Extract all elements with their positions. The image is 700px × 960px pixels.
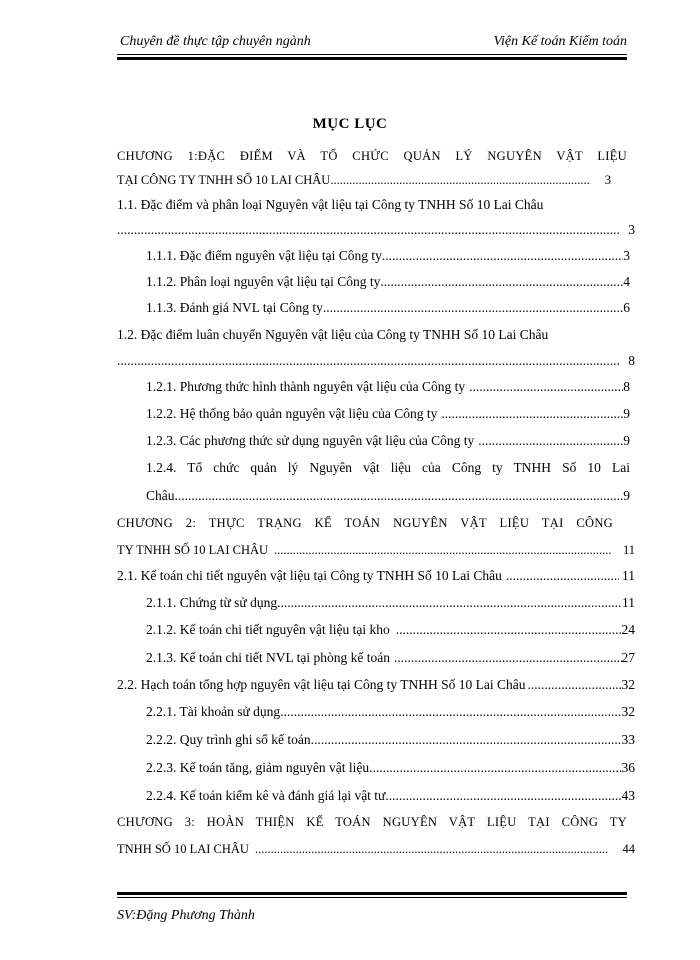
- dot-leader: [502, 566, 619, 586]
- toc-section-2-2[interactable]: [117, 675, 635, 695]
- dot-leader: [249, 839, 609, 859]
- toc-entry-page: 11: [622, 595, 635, 610]
- dot-leader: [117, 351, 620, 371]
- toc-section-1-1[interactable]: 1.1. Đặc điểm và phân loại Nguyên vật liệu tại Công ty TNHH Số 10 Lai Châu: [117, 197, 544, 212]
- toc-entry-text: TNHH SỐ 10 LAI CHÂU: [117, 842, 249, 856]
- toc-entry-page: 32: [621, 677, 635, 692]
- toc-entry-page: 24: [621, 622, 635, 637]
- toc-entry-page: 8: [623, 379, 630, 394]
- toc-entry-page: 8: [628, 353, 635, 368]
- toc-entry-text: 1.1.1. Đặc điểm nguyên vật liệu tại Công ty: [146, 248, 382, 263]
- dot-leader: [380, 272, 623, 292]
- dot-leader: [465, 377, 623, 397]
- toc-entry-text: 1.2.2. Hệ thống bảo quản nguyên vật liệu của Công ty: [146, 406, 438, 421]
- toc-entry-page: 32: [621, 704, 635, 719]
- toc-entry-text: 2.1.3. Kế toán chi tiết NVL tại phòng kế toán: [146, 650, 390, 665]
- dot-leader: [390, 648, 622, 668]
- header-left-text: Chuyên đề thực tập chuyên ngành: [120, 34, 311, 49]
- toc-entry-page: 9: [623, 488, 630, 503]
- dot-leader: [323, 298, 623, 318]
- dot-leader: [117, 220, 620, 240]
- toc-section-2-1-2[interactable]: [146, 620, 635, 640]
- dot-leader: [390, 620, 622, 640]
- header-right-text: Viện Kế toán Kiểm toán: [493, 34, 627, 49]
- toc-entry-page: 9: [623, 433, 630, 448]
- toc-section-1-2-1[interactable]: [146, 377, 630, 397]
- toc-entry-page: 11: [622, 543, 635, 557]
- toc-entry-text: 1.1.2. Phân loại nguyên vật liệu tại Công ty: [146, 274, 381, 289]
- toc-entry-page: 3: [628, 222, 635, 237]
- footer-rule-thin: [117, 897, 627, 898]
- header-rule-thin: [117, 54, 627, 55]
- toc-section-1-2-leader[interactable]: [117, 351, 635, 371]
- page-header: [117, 34, 627, 54]
- toc-entry-text: 2.2.3. Kế toán tăng, giảm nguyên vật liệu: [146, 760, 370, 775]
- toc-entry-text: 1.2.1. Phương thức hình thành nguyên vật liệu của Công ty: [146, 379, 466, 394]
- toc-entry-text: TY TNHH SỐ 10 LAI CHÂU: [117, 543, 269, 557]
- dot-leader: [525, 675, 621, 695]
- dot-leader: [280, 702, 621, 722]
- toc-chapter-1[interactable]: [117, 170, 611, 190]
- toc-entry-text: 2.2.4. Kế toán kiểm kê và đánh giá lại vật tư: [146, 788, 386, 803]
- dot-leader: [437, 404, 623, 424]
- toc-title: MỤC LỤC: [312, 116, 388, 132]
- toc-section-2-2-3[interactable]: [146, 758, 635, 778]
- toc-section-1-2-4[interactable]: [146, 486, 630, 506]
- toc-section-1-2[interactable]: 1.2. Đặc điểm luân chuyển Nguyên vật liệu của Công ty TNHH Số 10 Lai Châu: [117, 327, 549, 342]
- dot-leader: [369, 758, 621, 778]
- dot-leader: [268, 540, 611, 560]
- toc-chapter-2[interactable]: [117, 540, 635, 560]
- toc-entry-page: 11: [622, 568, 635, 583]
- toc-section-2-1-3[interactable]: [146, 648, 635, 668]
- toc-entry-text: 2.1.2. Kế toán chi tiết nguyên vật liệu tại kho: [146, 622, 390, 637]
- dot-leader: [382, 246, 623, 266]
- toc-entry-text: 2.1.1. Chứng từ sử dụng: [146, 595, 278, 610]
- toc-entry-page: 33: [621, 732, 635, 747]
- toc-section-1-2-3[interactable]: [146, 431, 630, 451]
- toc-entry-page: 3: [604, 173, 611, 187]
- toc-entry-page: 9: [623, 406, 630, 421]
- toc-entry-text: 2.2.1. Tài khoản sử dụng: [146, 704, 281, 719]
- toc-section-1-1-3[interactable]: [146, 298, 630, 318]
- toc-entry-page: 43: [621, 788, 635, 803]
- toc-entry-text: 2.1. Kế toán chi tiết nguyên vật liệu tại Công ty TNHH Số 10 Lai Châu: [117, 568, 502, 583]
- toc-entry-page: 3: [623, 248, 630, 263]
- header-rule-thick: [117, 57, 627, 60]
- toc-entry-page: 44: [622, 842, 635, 856]
- toc-section-1-2-2[interactable]: [146, 404, 630, 424]
- toc-section-2-1-1[interactable]: [146, 593, 635, 613]
- toc-chapter-3-line1[interactable]: CHƯƠNG 3: HOÀN THIỆN KẾ TOÁN NGUYÊN VẬT LIỆU TẠI CÔNG TY: [117, 815, 627, 829]
- dot-leader: [277, 593, 622, 613]
- toc-section-2-2-4[interactable]: [146, 786, 635, 806]
- toc-section-2-1[interactable]: [117, 566, 635, 586]
- toc-entry-page: 4: [623, 274, 630, 289]
- toc-section-1-1-2[interactable]: [146, 272, 630, 292]
- toc-entry-text: TẠI CÔNG TY TNHH SỐ 10 LAI CHÂU: [117, 173, 331, 187]
- footer-rule-thick: [117, 892, 627, 895]
- toc-section-1-1-1[interactable]: [146, 246, 630, 266]
- toc-entry-text: 2.2. Hạch toán tổng hợp nguyên vật liệu tại Công ty TNHH Số 10 Lai Châu: [117, 677, 526, 692]
- dot-leader: [311, 730, 622, 750]
- toc-section-1-1-leader[interactable]: [117, 220, 635, 240]
- toc-entry-text: 1.2.3. Các phương thức sử dụng nguyên vật liệu của Công ty: [146, 433, 475, 448]
- toc-section-2-2-2[interactable]: [146, 730, 635, 750]
- toc-section-2-2-1[interactable]: [146, 702, 635, 722]
- toc-entry-text: 1.1.3. Đánh giá NVL tại Công ty: [146, 300, 323, 315]
- toc-section-1-2-4-line1[interactable]: 1.2.4. Tổ chức quản lý Nguyên vật liệu của Công ty TNHH Số 10 Lai: [146, 460, 630, 475]
- toc-entry-text: Châu: [146, 488, 175, 503]
- dot-leader: [330, 170, 590, 190]
- dot-leader: [175, 486, 624, 506]
- toc-entry-page: 6: [623, 300, 630, 315]
- toc-chapter-2-line1[interactable]: CHƯƠNG 2: THỰC TRẠNG KẾ TOÁN NGUYÊN VẬT LIỆU TẠI CÔNG: [117, 516, 613, 530]
- footer-author: SV:Đặng Phương Thành: [117, 908, 255, 923]
- toc-entry-page: 36: [621, 760, 635, 775]
- toc-chapter-1-line1[interactable]: CHƯƠNG 1:ĐẶC ĐIỂM VÀ TỔ CHỨC QUẢN LÝ NGUYÊN VẬT LIỆU: [117, 149, 627, 163]
- toc-chapter-3[interactable]: [117, 839, 635, 859]
- toc-entry-text: 2.2.2. Quy trình ghi sổ kế toán: [146, 732, 311, 747]
- dot-leader: [385, 786, 621, 806]
- dot-leader: [474, 431, 623, 451]
- toc-entry-page: 27: [621, 650, 635, 665]
